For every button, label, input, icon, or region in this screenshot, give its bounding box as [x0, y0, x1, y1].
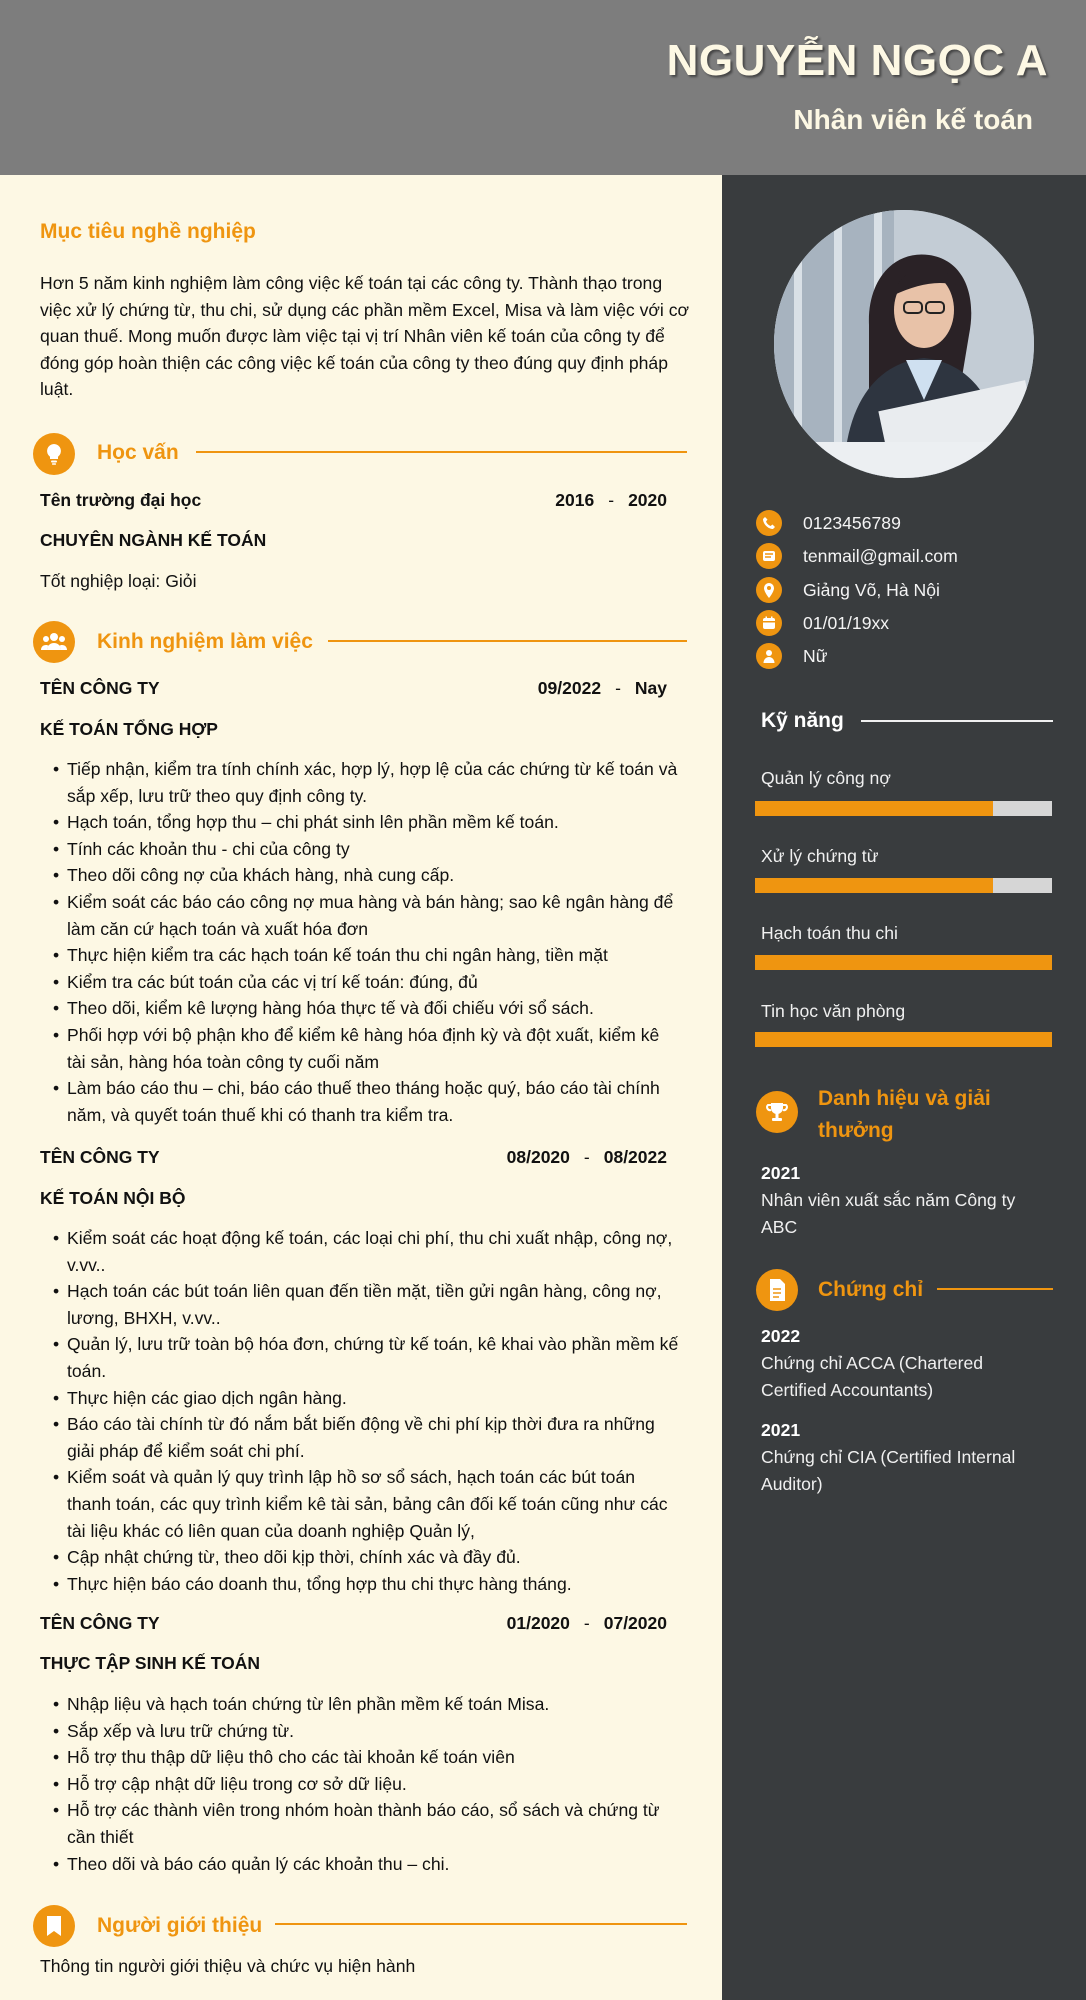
job-task-list [40, 756, 680, 1128]
document-icon [756, 1269, 798, 1311]
skill-bar [755, 801, 1052, 816]
references-text: Thông tin người giới thiệu và chức vụ hiện hành [40, 1956, 416, 1976]
job-start: 01/2020 [506, 1613, 570, 1633]
job-task: • Quản lý, lưu trữ toàn bộ hóa đơn, chứng từ kế toán, kê khai vào phần mềm kế toán. [40, 1331, 680, 1384]
lightbulb-icon [33, 433, 75, 475]
person-icon [756, 643, 782, 669]
job-task: • Theo dõi công nợ của khách hàng, nhà cung cấp. [40, 862, 680, 889]
job-dates [507, 1147, 667, 1168]
job-task: • Tiếp nhận, kiểm tra tính chính xác, hợp lý, hợp lệ của các chứng từ kế toán và sắp xếp, lưu trữ theo quy định công ty. [40, 756, 680, 809]
team-icon [33, 621, 75, 663]
job-end: 08/2022 [603, 1147, 667, 1167]
education-grade: Tốt nghiệp loại: Giỏi [40, 571, 197, 591]
education-end: 2020 [628, 490, 667, 510]
location-pin-icon [756, 577, 782, 603]
job-task: • Theo dõi và báo cáo quản lý các khoản thu – chi. [40, 1851, 680, 1878]
job-task: • Sắp xếp và lưu trữ chứng từ. [40, 1718, 680, 1745]
job-task-list [40, 1691, 680, 1877]
job-end: 07/2020 [603, 1613, 667, 1633]
date-separator: - [583, 1147, 590, 1167]
objective-title: Mục tiêu nghề nghiệp [40, 220, 256, 243]
job-task: • Nhập liệu và hạch toán chứng từ lên phần mềm kế toán Misa. [40, 1691, 680, 1718]
certificate-text: Chứng chỉ CIA (Certified Internal Auditor) [761, 1447, 1016, 1494]
award-year: 2021 [761, 1163, 801, 1183]
skill-label: Quản lý công nợ [761, 768, 891, 788]
objective-text: Hơn 5 năm kinh nghiệm làm công việc kế toán tại các công ty. Thành thạo trong việc xử lý chứng từ, thu chi, sử dụng các phần mềm Excel, Misa và làm việc với cơ quan thuế. Mong muốn được làm việc tại vị trí Nhân viên kế toán của công ty để đóng góp hoàn thiện các công việc kế toán của công ty theo đúng quy định pháp luật. [40, 273, 690, 399]
awards-title-line1: Danh hiệu và giải [818, 1087, 991, 1110]
skill-bar-fill [755, 801, 993, 816]
profile-photo [774, 210, 1034, 478]
job-task: • Kiểm soát và quản lý quy trình lập hồ sơ sổ sách, hạch toán các bút toán thanh toán, các quy trình kiểm kê tài sản, bảng cân đối kế toán cũng như các tài liệu khác có liên quan của doanh nghiệp Quản lý, [40, 1464, 680, 1544]
skill-label: Xử lý chứng từ [761, 846, 879, 866]
skill-bar [755, 1032, 1052, 1047]
skill-bar-fill [755, 955, 1052, 970]
job-company: TÊN CÔNG TY [40, 1147, 160, 1167]
award-text: Nhân viên xuất sắc năm Công ty ABC [761, 1190, 1016, 1237]
job-task: • Kiểm soát các báo cáo công nợ mua hàng và bán hàng; sao kê ngân hàng để làm căn cứ hạch toán và xuất hóa đơn [40, 889, 680, 942]
job-company: TÊN CÔNG TY [40, 1613, 160, 1633]
job-dates [507, 1613, 667, 1634]
skill-bar [755, 878, 1052, 893]
contact-phone [756, 510, 901, 536]
contact-gender [756, 643, 827, 669]
job-task: • Làm báo cáo thu – chi, báo cáo thuế theo tháng hoặc quý, báo cáo tài chính năm, và quyết toán thuế khi có thanh tra kiểm tra. [40, 1075, 680, 1128]
job-task: • Tính các khoản thu - chi của công ty [40, 836, 680, 863]
date-separator: - [608, 490, 615, 510]
contact-email [756, 543, 958, 569]
phone-icon [756, 510, 782, 536]
skills-title: Kỹ năng [761, 709, 844, 732]
job-position: KẾ TOÁN TỔNG HỢP [40, 719, 218, 739]
job-task: • Hạch toán các bút toán liên quan đến tiền mặt, tiền gửi ngân hàng, công nợ, lương, BHXH, v.vv.. [40, 1278, 680, 1331]
job-task: • Thực hiện báo cáo doanh thu, tổng hợp thu chi thực hàng tháng. [40, 1571, 680, 1598]
education-major: CHUYÊN NGÀNH KẾ TOÁN [40, 530, 267, 550]
address-text: Giảng Võ, Hà Nội [803, 579, 940, 600]
skill-bar [755, 955, 1052, 970]
candidate-role: Nhân viên kế toán [793, 104, 1033, 135]
date-separator: - [583, 1613, 590, 1633]
phone-text: 0123456789 [803, 512, 901, 533]
job-start: 08/2020 [506, 1147, 570, 1167]
experience-title: Kinh nghiệm làm việc [97, 630, 313, 653]
section-divider [328, 640, 687, 642]
job-task: • Phối hợp với bộ phận kho để kiểm kê hàng hóa định kỳ và đột xuất, kiểm kê tài sản, hàng hóa toàn công ty cuối năm [40, 1022, 680, 1075]
section-divider [861, 720, 1053, 722]
job-task: • Hạch toán, tổng hợp thu – chi phát sinh lên phần mềm kế toán. [40, 809, 680, 836]
email-text: tenmail@gmail.com [803, 545, 958, 566]
section-divider [275, 1923, 687, 1925]
job-task-list [40, 1225, 680, 1597]
job-position: THỰC TẬP SINH KẾ TOÁN [40, 1653, 260, 1673]
bookmark-icon [33, 1905, 75, 1947]
job-start: 09/2022 [537, 678, 602, 698]
certificate-text: Chứng chỉ ACCA (Chartered Certified Accountants) [761, 1353, 984, 1400]
contact-birthday [756, 610, 889, 636]
education-title: Học vấn [97, 441, 179, 464]
job-task: • Thực hiện các giao dịch ngân hàng. [40, 1385, 680, 1412]
job-task: • Hỗ trợ cập nhật dữ liệu trong cơ sở dữ liệu. [40, 1771, 680, 1798]
job-company: TÊN CÔNG TY [40, 678, 160, 698]
section-divider [196, 451, 687, 453]
job-task: • Hỗ trợ thu thập dữ liệu thô cho các tài khoản kế toán viên [40, 1744, 680, 1771]
job-task: • Hỗ trợ các thành viên trong nhóm hoàn thành báo cáo, sổ sách và chứng từ cần thiết [40, 1797, 680, 1850]
email-icon [756, 543, 782, 569]
trophy-icon [756, 1091, 798, 1133]
job-task: • Báo cáo tài chính từ đó nắm bắt biến động về chi phí kịp thời đưa ra những giải pháp để kiểm soát chi phí. [40, 1411, 680, 1464]
job-task: • Theo dõi, kiểm kê lượng hàng hóa thực tế và đối chiếu với sổ sách. [40, 995, 680, 1022]
section-divider [937, 1288, 1053, 1290]
skill-bar-fill [755, 878, 993, 893]
certificate-year: 2021 [761, 1420, 801, 1440]
job-task: • Thực hiện kiểm tra các hạch toán kế toán thu chi ngân hàng, tiền mặt [40, 942, 680, 969]
birthday-text: 01/01/19xx [803, 612, 890, 633]
gender-text: Nữ [803, 645, 828, 666]
date-separator: - [615, 678, 621, 698]
calendar-icon [756, 610, 782, 636]
job-dates [538, 678, 667, 699]
sidebar [722, 175, 1086, 2000]
job-task: • Kiểm soát các hoạt động kế toán, các loại chi phí, thu chi xuất nhập, công nợ, v.vv.. [40, 1225, 680, 1278]
skill-bar-fill [755, 1032, 1052, 1047]
header-banner [0, 0, 1086, 175]
awards-title-line2: thưởng [818, 1119, 894, 1142]
main-column [0, 175, 722, 2000]
education-start: 2016 [555, 490, 595, 510]
awards-title [818, 1083, 991, 1147]
job-task: • Kiểm tra các bút toán của các vị trí kế toán: đúng, đủ [40, 969, 680, 996]
references-title: Người giới thiệu [97, 1914, 263, 1937]
job-position: KẾ TOÁN NỘI BỘ [40, 1188, 186, 1208]
education-dates [555, 490, 667, 511]
job-task: • Cập nhật chứng từ, theo dõi kịp thời, chính xác và đầy đủ. [40, 1544, 680, 1571]
skill-label: Tin học văn phòng [761, 1001, 906, 1021]
candidate-name: NGUYỄN NGỌC A [666, 36, 1048, 85]
contact-address [756, 577, 940, 603]
certificates-title: Chứng chỉ [818, 1278, 924, 1301]
skill-label: Hạch toán thu chi [761, 923, 898, 943]
certificate-year: 2022 [761, 1326, 801, 1346]
school-name: Tên trường đại học [40, 490, 202, 510]
job-end: Nay [634, 678, 667, 698]
